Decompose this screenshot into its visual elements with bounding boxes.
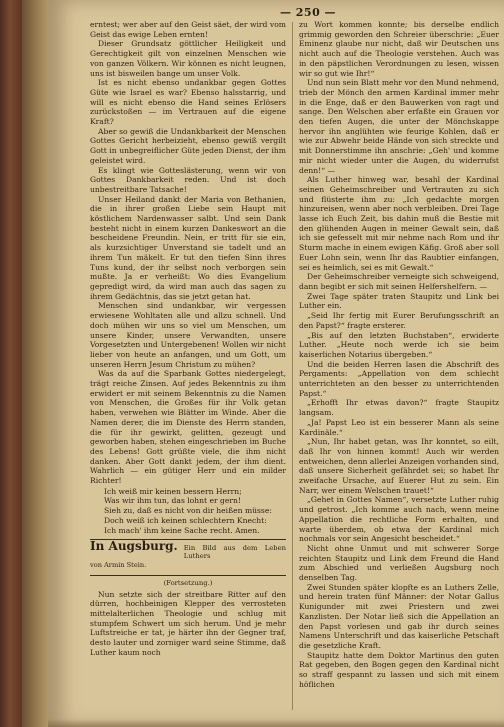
paragraph: „Ja! Papst Leo ist ein besserer Mann als seine Kardinäle.“ [299,417,499,437]
paragraph: „Nun, Ihr habet getan, was Ihr konntet, so eilt, daß Ihr von hinnen kommt! Auch wir werden entweichen, denn allerlei Anzeigen vorhanden sind, daß unsere Sicherheit gefährdet sei; so habet Ihr zweifache Ursache, auf Euerer Hut zu sein. Ein Narr, wer einem Welschen trauet!“ [299,437,499,495]
paragraph: Staupitz hatte dem Doktor Martinus den guten Rat gegeben, den Bogen gegen den Kardinal nicht so straff gespannt zu lassen und sich mit einem höflichen [299,650,499,689]
paragraph: Und nun sein Blatt mehr vor den Mund nehmend, trieb der Mönch den armen Kardinal immer mehr in die Enge, daß er den Bauwerken von ragt und sange. Den Welschen aber erfaßte ein Grauen vor den tiefen Augen, die unter der Mönchskappe hervor ihn anglühten wie feurige Kohlen, daß er wie zur Abwehr beide Hände von sich streckte und mit Donnerstimme ihn anschrie: „Geh' und komme mir nicht wieder unter die Augen, du widerrufst denn!“ — [299,78,499,175]
left-column [90,20,286,710]
paragraph: Nicht ohne Unmut und mit schwerer Sorge reichten Staupitz und Link dem Freund die Hand zum Abschied und verließen Augsburg noch denselben Tag. [299,543,499,583]
page-bottom-shadow [48,719,504,727]
paragraph: „Seid Ihr fertig mit Eurer Berufungsschrift an den Papst?“ fragte ersterer. [299,311,499,330]
paragraph: Und die beiden Herren lasen die Abschrift des Pergaments: „Appellation von dem schlecht unterrichteten an den besser zu unterrichtenden Papst.“ [299,359,499,398]
book-gutter [22,0,50,727]
verse-line: Doch weiß ich keinen schlechtern Knecht: [104,515,267,525]
verse-line: Sieh zu, daß es nicht von dir heißen müsse: [104,506,272,516]
story-title: In Augsburg. [90,539,178,554]
story-subtitle: Ein Bild aus dem Leben Luthers [183,544,286,561]
verse-line: Ich weiß mir keinen bessern Herrn; [104,486,242,496]
paragraph: Zwei Tage später traten Staupitz und Link bei Luther ein. [299,291,499,311]
book-page [48,0,504,727]
paragraph: Als Luther hinweg war, besahl der Kardinal seinen Geheimschreiber und Vertrauten zu sich und flüsterte ihm zu: „Ich gedachte morgen hinzureisen, wenn aber noch verbleiben. Drei Tage lasse ich Euch Zeit, bis dahin muß die Bestie mit den glühenden Augen in meiner Gewalt sein, daß ich sie gefesselt mit mir nehme nach Rom und ihr Sturm mache in einem ewigen Käfig. Groß aber soll Euer Lohn sein, wenn Ihr das Raubtier einfangen, sei es heimlich, sei es mit Gewalt.“ [299,175,499,272]
hymn-verse [104,487,286,536]
paragraph: „Gehet in Gottes Namen“, versetzte Luther ruhig und getrost. „Ich komme auch nach, wenn meine Appellation die rechtliche Form erhalten, und warte überdem, ob etwa der Kardinal mich nochmals vor sein Angesicht bescheidet.“ [299,495,499,544]
paragraph: zu Wort kommen konnte; bis derselbe endlich grimmig geworden den Schreier überschrie: „Euer Eminenz glaube nur nicht, daß wir Deutschen uns nicht auch auf die Theologie verstehen. Auch was in den päpstlichen Verordnungen zu lesen, wissen wir so gut wie Ihr!“ [299,20,499,78]
story-author: von Armin Stein. [90,561,147,570]
verse-line: Was wir ihm tun, das lohnt er gern! [104,496,241,506]
paragraph: Aber so gewiß die Undankbarkeit der Menschen Gottes Gericht herbeizieht, ebenso gewiß vergilt Gott in unbegreiflicher Güte jeden Dienst, der ihm geleistet wird. [90,126,286,165]
paragraph: „Bis auf den letzten Buchstaben“, erwiderte Luther. „Heute noch werde ich sie beim kaiserlichen Notarius übergeben.“ [299,330,499,359]
book-binding [0,0,22,727]
story-header [90,539,286,561]
paragraph: Dieser Grundsatz göttlicher Heiligkeit und Gerechtigkeit gilt von einzelnen Menschen wie von ganzen Völkern. Wir können es nicht leugnen, uns ist bisweilen bange um unser Volk. [90,39,286,78]
paragraph: Ist es nicht ebenso undankbar gegen Gottes Güte wie Israel es war? Ebenso halsstarrig, und will es nicht ebenso die Hand seines Erlösers zurückstoßen — im Vertrauen auf die eigene Kraft? [90,78,286,127]
paragraph: „Erhofft Ihr etwas davon?“ fragte Staupitz langsam. [299,398,499,418]
paragraph: Unser Heiland dankt der Maria von Bethanien, die in ihrer großen Liebe sein Haupt mit köstlichem Nardenwasser salbt. Und sein Dank besteht nicht in einem kurzen Dankeswort an die bescheidene Freundin. Nein, er tritt für sie ein, als kurzsichtiger Unverstand sie tadelt und an ihrem Tun mäkelt. Er tut den tiefen Sinn ihres Tuns kund, der ihr selbst noch verborgen sein mußte. Ja er verheißt: Wo dies Evangelium gepredigt wird, da wird man auch das sagen zu ihrem Gedächtnis, das sie jetzt getan hat. [90,194,286,301]
paragraph: Menschen sind undankbar, wir vergessen erwiesene Wohltaten alle und allzu schnell. Und doch mühen wir uns so viel um Menschen, um unsere Kinder, unsere Verwandten, unsere Vorgesetzten und Untergebenen! Wollen wir nicht lieber von heute an anfangen, und um Gott, um unseren Herrn Jesum Christum zu mühen? [90,301,286,369]
paragraph: Was da auf die Sparbank Gottes niedergelegt, trägt reiche Zinsen. Auf jedes Bekenntnis zu ihm erwidert er mit seinem Bekenntnis zu die Namen von Menschen, die Großes für ihr Volk getan haben, verwehen wie Blätter im Winde. Aber die Namen derer, die im Dienste des Herrn standen, die für ihr gewirkt, gelitten, gezeugt und geworben haben, stehen eingeschrieben im Buche des Lebens! Gott grüßte viele, die ihm nicht danken. Aber Gott dankt jedem, der ihm dient. Wahrlich — ein gütiger Herr und ein milder Richter! [90,369,286,486]
verse-line: Ich mach' ihm keine Sache recht. Amen. [104,525,260,535]
right-column [299,20,499,710]
continuation-note: (Fortsetzung.) [163,578,213,587]
column-rule [292,22,293,710]
paragraph: Der Geheimschreiber verneigte sich schweigend, dann begibt er sich mit seinen Helfershelfern. — [299,272,499,291]
section-divider [90,575,286,576]
paragraph: Nun setzte sich der streitbare Ritter auf den dürren, hochbeinigen Klepper des verrosteten mittelalterlichen Theologie und schlug mit stumpfem Schwert um sich herum. Und je mehr Luftstreiche er tat, je härter ihn der Gegner traf, desto lauter und zorniger ward seine Stimme, daß Luther kaum noch [90,589,286,657]
paragraph: Es klingt wie Gotteslästerung, wenn wir von Gottes Dankbarkeit reden. Und ist doch unbestreitbare Tatsache! [90,165,286,194]
paragraph: Zwei Stunden später klopfte es an Luthers Zelle, und herein traten fünf Männer: der Notar Gallus Kunigunder mit zwei Priestern und zwei Kanzlisten. Der Notar ließ sich die Appellation an den Papst vorlesen und gab ihr durch seines Namens Unterschrift und das kaiserliche Petschaft die gesetzliche Kraft. [299,582,499,650]
paragraph: erntest; wer aber auf den Geist säet, der wird vom Geist das ewige Leben ernten! [90,20,286,39]
page-number: — 250 — [279,6,337,19]
